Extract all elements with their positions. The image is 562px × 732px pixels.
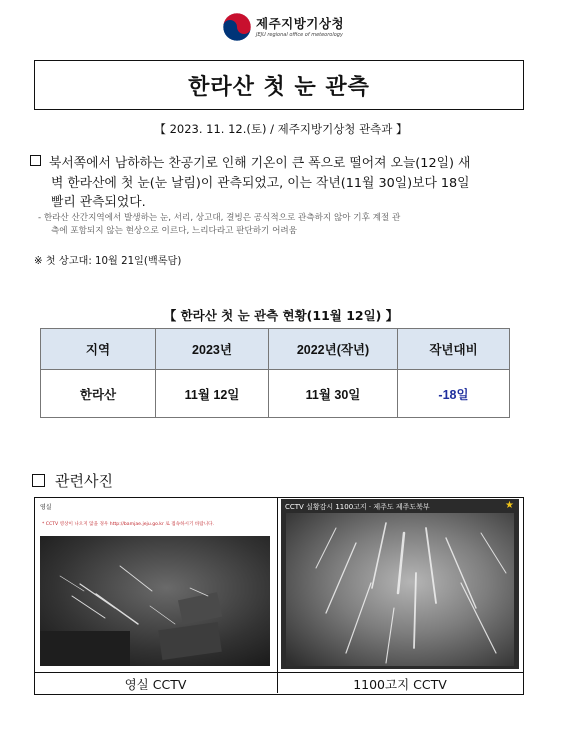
cell-diff: -18일 <box>398 370 510 418</box>
yeongsil-cctv-image <box>40 536 270 666</box>
cell-2022: 11월 30일 <box>269 370 398 418</box>
observation-table <box>40 328 510 418</box>
table-caption: 【 한라산 첫 눈 관측 현황(11월 12일) 】 <box>163 308 399 323</box>
table-header-row <box>41 329 510 370</box>
caption-divider <box>34 672 524 673</box>
title-box <box>34 60 524 110</box>
cctv-1100-caption: 1100고지 CCTV <box>353 677 447 692</box>
cell-region: 한라산 <box>41 370 156 418</box>
cctv-1100-image <box>286 513 514 666</box>
section-title-text: 관련사진 <box>55 472 113 490</box>
header-diff: 작년대비 <box>398 329 510 370</box>
paragraph-line-3: 빨리 관측되었다. <box>51 195 146 210</box>
note-line-2: 측에 포함되지 않는 현상으로 이르다, 느리다라고 판단하기 어려움 <box>51 226 297 236</box>
table-row <box>41 370 510 418</box>
header-2022: 2022년(작년) <box>269 329 398 370</box>
note-line-1: - 한라산 산간지역에서 발생하는 눈, 서리, 상고대, 결빙은 공식적으로 관측하지 않아 기후 계절 관 <box>38 213 401 223</box>
header-logo <box>222 12 352 44</box>
paragraph-line-1: 북서쪽에서 남하하는 찬공기로 인해 기온이 큰 폭으로 떨어져 오늘(12일) 새 <box>49 156 471 171</box>
paragraph-line-2: 벽 한라산에 첫 눈(눈 날림)이 관측되었고, 이는 작년(11월 30일)보다 18일 <box>51 175 470 191</box>
main-paragraph <box>30 154 530 213</box>
header-region: 지역 <box>41 329 156 370</box>
org-subtitle: JEJU regional office of meteorology <box>256 32 343 38</box>
star-icon: ★ <box>505 500 514 511</box>
org-name: 제주지방기상청 <box>256 16 345 31</box>
yeongsil-overlay-label: 영실 <box>40 504 52 511</box>
yeongsil-overlay-note: * CCTV 영상이 나오지 않을 경우 http://bamjae.jeju.go.kr 로 접속하시기 바랍니다. <box>42 522 215 527</box>
photo-divider <box>277 497 278 693</box>
page-title: 한라산 첫 눈 관측 <box>188 74 370 100</box>
header-2023: 2023년 <box>156 329 269 370</box>
square-bullet-icon <box>30 155 41 166</box>
cctv-1100-overlay-label: CCTV 실황감시 1100고지 · 제주도 제주도북부 <box>285 503 430 511</box>
first-frost-note: ※ 첫 상고대: 10월 21일(백록담) <box>34 256 182 267</box>
yeongsil-caption: 영실 CCTV <box>124 677 187 692</box>
cell-2023: 11월 12일 <box>156 370 269 418</box>
footnote <box>38 212 528 238</box>
section-title <box>32 470 113 491</box>
cctv-1100-panel <box>281 499 519 669</box>
dateline: 【 2023. 11. 12.(토) / 제주지방기상청 관측과 】 <box>154 122 408 136</box>
taegeuk-emblem-icon <box>222 12 252 42</box>
square-bullet-icon <box>32 474 45 487</box>
yeongsil-cctv-panel <box>36 499 274 669</box>
